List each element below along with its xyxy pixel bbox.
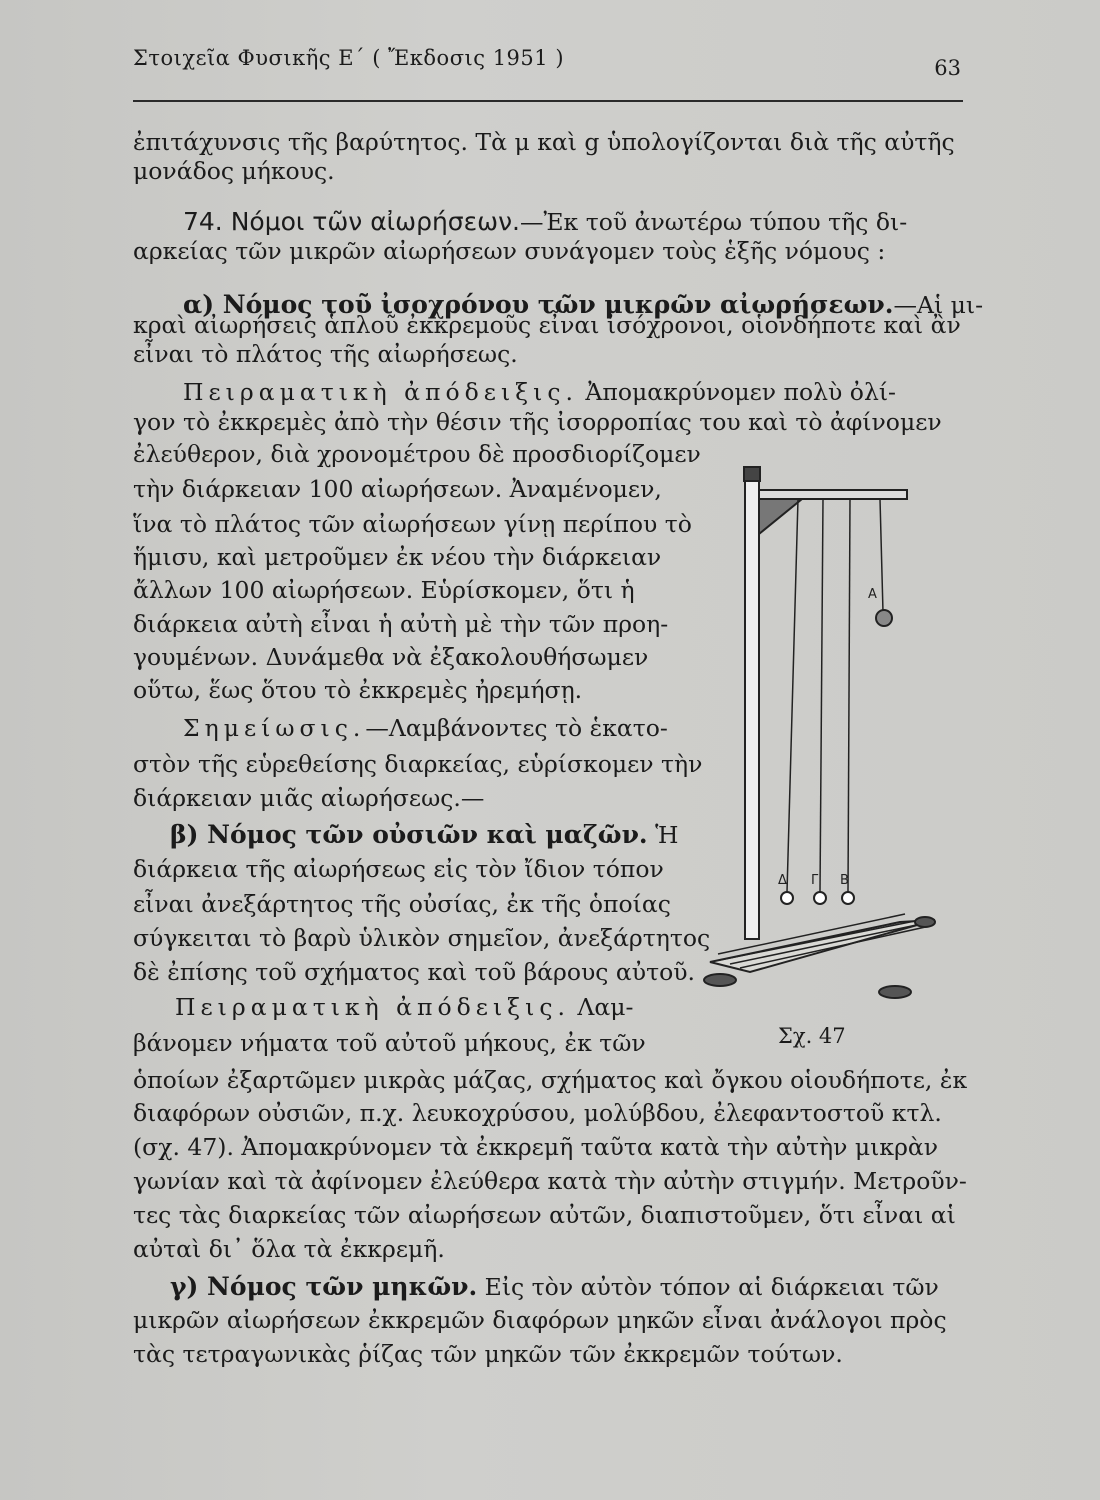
note-label: Σημείωσις.: [183, 714, 366, 742]
text-line: κραὶ αἰωρήσεις ἁπλοῦ ἐκκρεμοῦς εἶναι ἰσόχρονοι, οἱονδήποτε καὶ ἂν: [133, 311, 961, 339]
text-line: διάρκειαν μιᾶς αἰωρήσεως.—: [133, 784, 485, 812]
running-header: [133, 40, 963, 102]
text-line: τὴν διάρκειαν 100 αἰωρήσεων. Ἀναμένομεν,: [133, 475, 662, 503]
post-cap: [744, 467, 760, 481]
proof-label: Πειραματικὴ ἀπόδειξις.: [183, 378, 578, 406]
figure-label-b: B: [840, 873, 849, 888]
text-line: τες τὰς διαρκείας τῶν αἰωρήσεων αὐτῶν, διαπιστοῦμεν, ὅτι εἶναι αἱ: [133, 1201, 956, 1229]
text-line: σύγκειται τὸ βαρὺ ὑλικὸν σημεῖον, ἀνεξάρτητος: [133, 924, 711, 952]
pendulum-string: [820, 499, 823, 892]
arm-brace: [759, 499, 802, 534]
law-b-heading: β) Νόμος τῶν οὐσιῶν καὶ μαζῶν.: [170, 820, 648, 849]
horizontal-arm: [759, 490, 907, 499]
foot-front: [879, 986, 911, 998]
pendulum-string: [880, 499, 883, 612]
text-line: ἵνα τὸ πλάτος τῶν αἰωρήσεων γίνῃ περίπου τὸ: [133, 510, 692, 538]
text-line: διαφόρων οὐσιῶν, π.χ. λευκοχρύσου, μολύβδου, ἐλεφαντοστοῦ κτλ.: [133, 1099, 942, 1127]
figure-label-a: A: [868, 587, 877, 602]
text-line: ἥμισυ, καὶ μετροῦμεν ἐκ νέου τὴν διάρκειαν: [133, 543, 662, 571]
pendulum-stand-figure: [690, 452, 950, 1012]
text-line: στὸν τῆς εὑρεθείσης διαρκείας, εὑρίσκομεν τὴν: [133, 750, 703, 778]
pendulum-bob: [781, 892, 793, 904]
proof-label: Πειραματικὴ ἀπόδειξις.: [175, 993, 570, 1021]
text-line: μονάδος μήκους.: [133, 157, 335, 185]
proof-b-line: Πειραματικὴ ἀπόδειξις. Λαμ-: [175, 993, 634, 1021]
foot-left: [704, 974, 736, 986]
text-line: εἶναι ἀνεξάρτητος τῆς οὐσίας, ἐκ τῆς ὁποίας: [133, 890, 671, 918]
text-line: αρκείας τῶν μικρῶν αἰωρήσεων συνάγομεν τοὺς ἑξῆς νόμους :: [133, 237, 886, 265]
section-74-line: 74. Νόμοι τῶν αἰωρήσεων.—Ἐκ τοῦ ἀνωτέρω τύπου τῆς δι-: [183, 207, 908, 236]
text-line: διάρκεια αὐτὴ εἶναι ἡ αὐτὴ μὲ τὴν τῶν προη-: [133, 610, 669, 638]
text-line: ἐλεύθερον, διὰ χρονομέτρου δὲ προσδιορίζομεν: [133, 440, 701, 468]
law-a-line: α) Νόμος τοῦ ἰσοχρόνου τῶν μικρῶν αἰωρήσεων.—Αἱ μι-: [183, 290, 984, 319]
text-line: μικρῶν αἰωρήσεων ἐκκρεμῶν διαφόρων μηκῶν εἶναι ἀνάλογοι πρὸς: [133, 1306, 947, 1334]
proof-a-line: Πειραματικὴ ἀπόδειξις. Ἀπομακρύνομεν πολὺ ὀλί-: [183, 378, 896, 406]
text-line: γωνίαν καὶ τὰ ἀφίνομεν ἐλεύθερα κατὰ τὴν αὐτὴν στιγμήν. Μετροῦν-: [133, 1167, 967, 1195]
pendulum-string: [848, 499, 850, 892]
pendulum-string: [787, 499, 798, 892]
pendulum-bob: [814, 892, 826, 904]
pendulum-bob: [842, 892, 854, 904]
section-title: 74. Νόμοι τῶν αἰωρήσεων.: [183, 207, 520, 236]
text-line: βάνομεν νήματα τοῦ αὐτοῦ μήκους, ἐκ τῶν: [133, 1029, 646, 1057]
text-line: οὕτω, ἕως ὅτου τὸ ἐκκρεμὲς ἠρεμήσῃ.: [133, 676, 583, 704]
figure-label-d: Δ: [778, 873, 787, 888]
law-c-line: γ) Νόμος τῶν μηκῶν. Εἰς τὸν αὐτὸν τόπον αἱ διάρκειαι τῶν: [170, 1272, 939, 1301]
text-line: γον τὸ ἐκκρεμὲς ἀπὸ τὴν θέσιν τῆς ἰσορροπίας του καὶ τὸ ἀφίνομεν: [133, 408, 942, 436]
text-line: (σχ. 47). Ἀπομακρύνομεν τὰ ἐκκρεμῆ ταῦτα κατὰ τὴν αὐτὴν μικρὰν: [133, 1133, 939, 1161]
figure-caption: Σχ. 47: [778, 1024, 846, 1048]
law-b-line: β) Νόμος τῶν οὐσιῶν καὶ μαζῶν. Ἡ: [170, 820, 679, 849]
header-title: Στοιχεῖα Φυσικῆς Ε΄ ( Ἔκδοσις 1951 ): [133, 46, 565, 70]
figure-label-g: Γ: [811, 873, 819, 888]
vertical-post: [745, 477, 759, 939]
page-number: 63: [934, 56, 961, 80]
text-line: διάρκεια τῆς αἰωρήσεως εἰς τὸν ἴδιον τόπον: [133, 855, 664, 883]
text-line: ὁποίων ἐξαρτῶμεν μικρὰς μάζας, σχήματος καὶ ὄγκου οἱουδήποτε, ἐκ: [133, 1066, 968, 1094]
text-line: ἐπιτάχυνσις τῆς βαρύτητος. Τὰ μ καὶ g ὑπολογίζονται διὰ τῆς αὐτῆς: [133, 128, 955, 156]
note-line: Σημείωσις.—Λαμβάνοντες τὸ ἑκατο-: [183, 714, 668, 742]
text-line: τὰς τετραγωνικὰς ῥίζας τῶν μηκῶν τῶν ἐκκρεμῶν τούτων.: [133, 1340, 843, 1368]
text-line: γουμένων. Δυνάμεθα νὰ ἐξακολουθήσωμεν: [133, 643, 649, 671]
pendulum-bob-a: [876, 610, 892, 626]
text-line: δὲ ἐπίσης τοῦ σχήματος καὶ τοῦ βάρους αὐτοῦ.: [133, 958, 695, 986]
text-line: εἶναι τὸ πλάτος τῆς αἰωρήσεως.: [133, 340, 518, 368]
text-line: ἄλλων 100 αἰωρήσεων. Εὑρίσκομεν, ὅτι ἡ: [133, 576, 635, 604]
text-line: αὐταὶ δι᾽ ὅλα τὰ ἐκκρεμῆ.: [133, 1235, 445, 1263]
foot-back: [915, 917, 935, 927]
law-a-heading: α) Νόμος τοῦ ἰσοχρόνου τῶν μικρῶν αἰωρήσεων.: [183, 290, 894, 319]
law-c-heading: γ) Νόμος τῶν μηκῶν.: [170, 1272, 478, 1301]
